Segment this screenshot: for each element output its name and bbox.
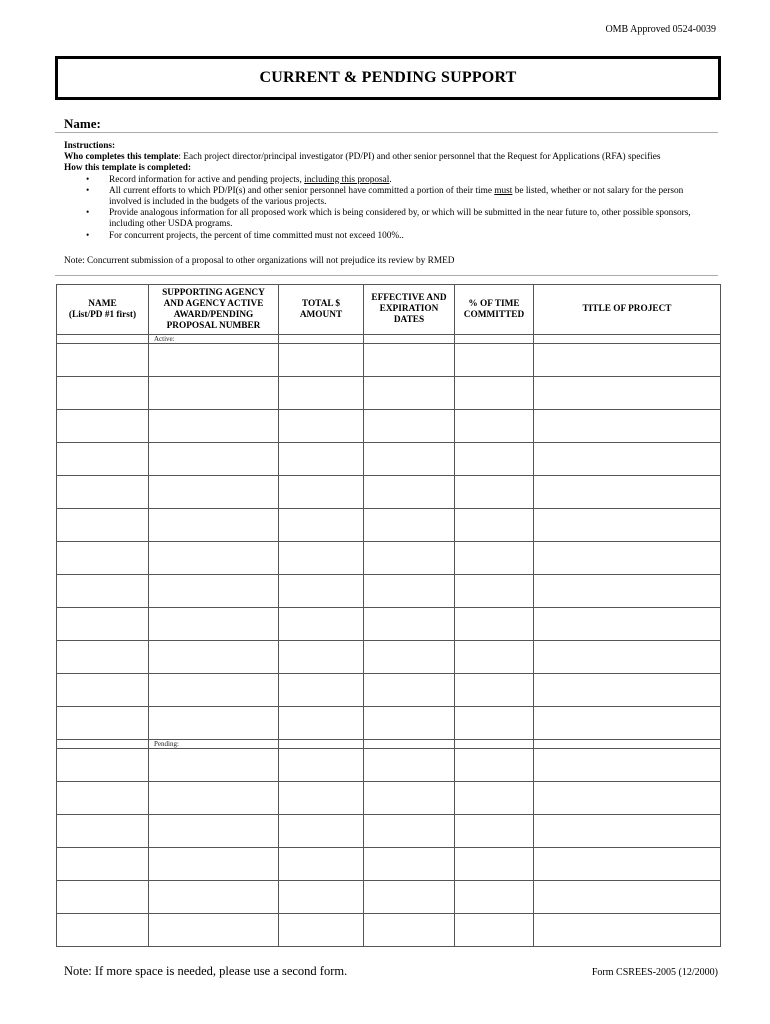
entry-cell[interactable] — [57, 608, 149, 641]
entry-cell[interactable] — [534, 914, 721, 947]
bullet-text: Record information for active and pending projects, — [109, 174, 305, 185]
table-row — [57, 674, 721, 707]
bullet-text: All current efforts to which PD/PI(s) and other senior personnel have committed a portion of their time — [109, 185, 495, 196]
bullet-text-end: be listed, whether or not salary for the person involved is included in the budgets of the various projects. — [109, 185, 684, 208]
entry-cell[interactable] — [364, 881, 455, 914]
entry-cell[interactable] — [57, 914, 149, 947]
entry-cell[interactable] — [57, 782, 149, 815]
bullet-icon: • — [86, 230, 90, 241]
table-row — [57, 344, 721, 377]
entry-cell[interactable] — [364, 443, 455, 476]
entry-cell[interactable] — [149, 476, 279, 509]
table-row — [57, 575, 721, 608]
entry-cell[interactable] — [455, 782, 534, 815]
entry-cell[interactable] — [57, 443, 149, 476]
section-cell — [279, 740, 364, 749]
entry-cell[interactable] — [149, 914, 279, 947]
instruction-bullet-item — [64, 231, 714, 242]
entry-cell[interactable] — [455, 542, 534, 575]
entry-cell[interactable] — [57, 509, 149, 542]
entry-cell[interactable] — [279, 344, 364, 377]
entry-cell[interactable] — [455, 815, 534, 848]
entry-cell[interactable] — [149, 509, 279, 542]
entry-cell[interactable] — [534, 848, 721, 881]
table-row — [57, 542, 721, 575]
entry-cell[interactable] — [455, 707, 534, 740]
section-cell — [455, 740, 534, 749]
entry-cell[interactable] — [455, 641, 534, 674]
table-row — [57, 410, 721, 443]
entry-cell[interactable] — [149, 674, 279, 707]
entry-cell[interactable] — [279, 377, 364, 410]
table-row — [57, 377, 721, 410]
section-cell — [149, 335, 279, 344]
pending-section-row — [57, 740, 721, 749]
entry-cell[interactable] — [364, 815, 455, 848]
entry-cell[interactable] — [279, 749, 364, 782]
bullet-emphasis: must — [494, 185, 513, 196]
bullet-icon: • — [86, 174, 90, 185]
entry-cell[interactable] — [534, 509, 721, 542]
entry-cell[interactable] — [455, 881, 534, 914]
table-row — [57, 749, 721, 782]
table-row — [57, 608, 721, 641]
table-row — [57, 707, 721, 740]
entry-cell[interactable] — [455, 575, 534, 608]
entry-cell[interactable] — [364, 914, 455, 947]
entry-cell[interactable] — [364, 575, 455, 608]
entry-cell[interactable] — [534, 749, 721, 782]
entry-cell[interactable] — [364, 749, 455, 782]
how-completed-label: How this template is completed: — [64, 163, 192, 174]
omb-approval-number: OMB Approved 0524-0039 — [605, 24, 716, 35]
section-cell — [534, 740, 721, 749]
table-row — [57, 848, 721, 881]
table-row — [57, 782, 721, 815]
entry-cell[interactable] — [279, 707, 364, 740]
entry-cell[interactable] — [57, 707, 149, 740]
section-cell — [534, 335, 721, 344]
bullet-text-end: . — [389, 174, 392, 185]
entry-cell[interactable] — [279, 848, 364, 881]
bullet-text: For concurrent projects, the percent of time committed must not exceed 100%.. — [109, 230, 404, 241]
bullet-text: Provide analogous information for all proposed work which is being considered by, or which will be submitted in the near future to, other possible sponsors, including other USDA programs. — [109, 208, 691, 230]
who-completes-label: Who completes this template — [64, 152, 179, 163]
entry-cell[interactable] — [57, 641, 149, 674]
entry-cell[interactable] — [534, 707, 721, 740]
entry-cell[interactable] — [279, 476, 364, 509]
entry-cell[interactable] — [279, 674, 364, 707]
entry-cell[interactable] — [57, 815, 149, 848]
entry-cell[interactable] — [364, 410, 455, 443]
form-title-box — [55, 56, 721, 100]
section-cell — [279, 335, 364, 344]
bullet-icon: • — [86, 185, 90, 196]
entry-cell[interactable] — [534, 443, 721, 476]
entry-cell[interactable] — [455, 914, 534, 947]
more-space-note: Note: If more space is needed, please use a second form. — [64, 964, 348, 978]
entry-cell[interactable] — [149, 608, 279, 641]
entry-cell[interactable] — [279, 641, 364, 674]
entry-cell[interactable] — [149, 848, 279, 881]
column-header: EFFECTIVE AND EXPIRATION DATES — [364, 285, 455, 335]
entry-cell[interactable] — [534, 608, 721, 641]
entry-cell[interactable] — [149, 782, 279, 815]
entry-cell[interactable] — [364, 674, 455, 707]
entry-cell[interactable] — [455, 608, 534, 641]
table-body — [57, 335, 721, 947]
entry-cell[interactable] — [57, 674, 149, 707]
entry-cell[interactable] — [57, 542, 149, 575]
name-label: Name: — [64, 116, 101, 131]
entry-cell[interactable] — [455, 509, 534, 542]
instruction-bullet-item — [64, 186, 714, 208]
column-header: % OF TIME COMMITTED — [455, 285, 534, 335]
entry-cell[interactable] — [534, 377, 721, 410]
section-cell — [149, 740, 279, 749]
entry-cell[interactable] — [534, 542, 721, 575]
entry-cell[interactable] — [534, 641, 721, 674]
entry-cell[interactable] — [149, 749, 279, 782]
entry-cell[interactable] — [57, 848, 149, 881]
table-row — [57, 476, 721, 509]
entry-cell[interactable] — [364, 542, 455, 575]
who-completes-text: : Each project director/principal investigator (PD/PI) and other senior personnel that the Request for Applications (RFA) specifies — [178, 152, 661, 163]
entry-cell[interactable] — [534, 782, 721, 815]
entry-cell[interactable] — [364, 608, 455, 641]
section-cell — [57, 335, 149, 344]
entry-cell[interactable] — [455, 377, 534, 410]
instructions-heading: Instructions: — [64, 141, 116, 151]
entry-cell[interactable] — [534, 476, 721, 509]
instructions-block — [64, 141, 714, 242]
entry-cell[interactable] — [149, 542, 279, 575]
entry-cell[interactable] — [534, 674, 721, 707]
entry-cell[interactable] — [455, 749, 534, 782]
entry-cell[interactable] — [279, 410, 364, 443]
table-header-row — [57, 285, 721, 335]
table-row — [57, 815, 721, 848]
entry-cell[interactable] — [57, 377, 149, 410]
entry-cell[interactable] — [279, 542, 364, 575]
instruction-bullet-item — [64, 208, 714, 230]
entry-cell[interactable] — [149, 443, 279, 476]
column-header: TOTAL $ AMOUNT — [279, 285, 364, 335]
instruction-bullet-item — [64, 175, 714, 186]
entry-cell[interactable] — [455, 476, 534, 509]
entry-cell[interactable] — [279, 914, 364, 947]
entry-cell[interactable] — [455, 443, 534, 476]
entry-cell[interactable] — [149, 377, 279, 410]
instruction-bullets — [64, 175, 714, 242]
column-header: SUPPORTING AGENCY AND AGENCY ACTIVE AWARD/PENDING PROPOSAL NUMBER — [149, 285, 279, 335]
bullet-emphasis: including this proposal — [304, 174, 390, 185]
entry-cell[interactable] — [279, 782, 364, 815]
table-row — [57, 914, 721, 947]
entry-cell[interactable] — [279, 575, 364, 608]
section-cell — [364, 740, 455, 749]
section-label: Pending: — [154, 740, 179, 748]
entry-cell[interactable] — [455, 410, 534, 443]
entry-cell[interactable] — [455, 344, 534, 377]
entry-cell[interactable] — [534, 575, 721, 608]
entry-cell[interactable] — [455, 674, 534, 707]
section-cell — [364, 335, 455, 344]
column-header: NAME (List/PD #1 first) — [57, 285, 149, 335]
form-title: CURRENT & PENDING SUPPORT — [259, 69, 517, 86]
entry-cell[interactable] — [279, 815, 364, 848]
entry-cell[interactable] — [149, 815, 279, 848]
entry-cell[interactable] — [364, 848, 455, 881]
who-completes-line — [64, 152, 714, 163]
entry-cell[interactable] — [57, 575, 149, 608]
entry-cell[interactable] — [364, 377, 455, 410]
entry-cell[interactable] — [57, 476, 149, 509]
name-underline — [55, 132, 718, 133]
entry-cell[interactable] — [534, 815, 721, 848]
table-row — [57, 509, 721, 542]
entry-cell[interactable] — [364, 782, 455, 815]
section-label: Active: — [154, 335, 175, 343]
entry-cell[interactable] — [57, 749, 149, 782]
entry-cell[interactable] — [279, 443, 364, 476]
entry-cell[interactable] — [364, 476, 455, 509]
entry-cell[interactable] — [364, 344, 455, 377]
entry-cell[interactable] — [364, 509, 455, 542]
entry-cell[interactable] — [455, 848, 534, 881]
entry-cell[interactable] — [149, 575, 279, 608]
section-cell — [455, 335, 534, 344]
support-table — [56, 284, 721, 947]
entry-cell[interactable] — [279, 608, 364, 641]
entry-cell[interactable] — [534, 410, 721, 443]
table-row — [57, 881, 721, 914]
entry-cell[interactable] — [364, 641, 455, 674]
bullet-icon: • — [86, 208, 90, 219]
section-divider — [55, 275, 718, 276]
table-row — [57, 443, 721, 476]
entry-cell[interactable] — [149, 881, 279, 914]
entry-cell[interactable] — [364, 707, 455, 740]
entry-cell[interactable] — [279, 881, 364, 914]
entry-cell[interactable] — [534, 344, 721, 377]
entry-cell[interactable] — [149, 410, 279, 443]
entry-cell[interactable] — [57, 344, 149, 377]
entry-cell[interactable] — [149, 344, 279, 377]
concurrent-submission-note: Note: Concurrent submission of a proposal to other organizations will not prejudice its review by RMED — [64, 256, 455, 266]
form-identifier: Form CSREES-2005 (12/2000) — [591, 967, 718, 978]
entry-cell[interactable] — [149, 707, 279, 740]
entry-cell[interactable] — [279, 509, 364, 542]
table-row — [57, 641, 721, 674]
entry-cell[interactable] — [57, 881, 149, 914]
column-header: TITLE OF PROJECT — [534, 285, 721, 335]
entry-cell[interactable] — [534, 881, 721, 914]
entry-cell[interactable] — [57, 410, 149, 443]
section-cell — [57, 740, 149, 749]
entry-cell[interactable] — [149, 641, 279, 674]
active-section-row — [57, 335, 721, 344]
